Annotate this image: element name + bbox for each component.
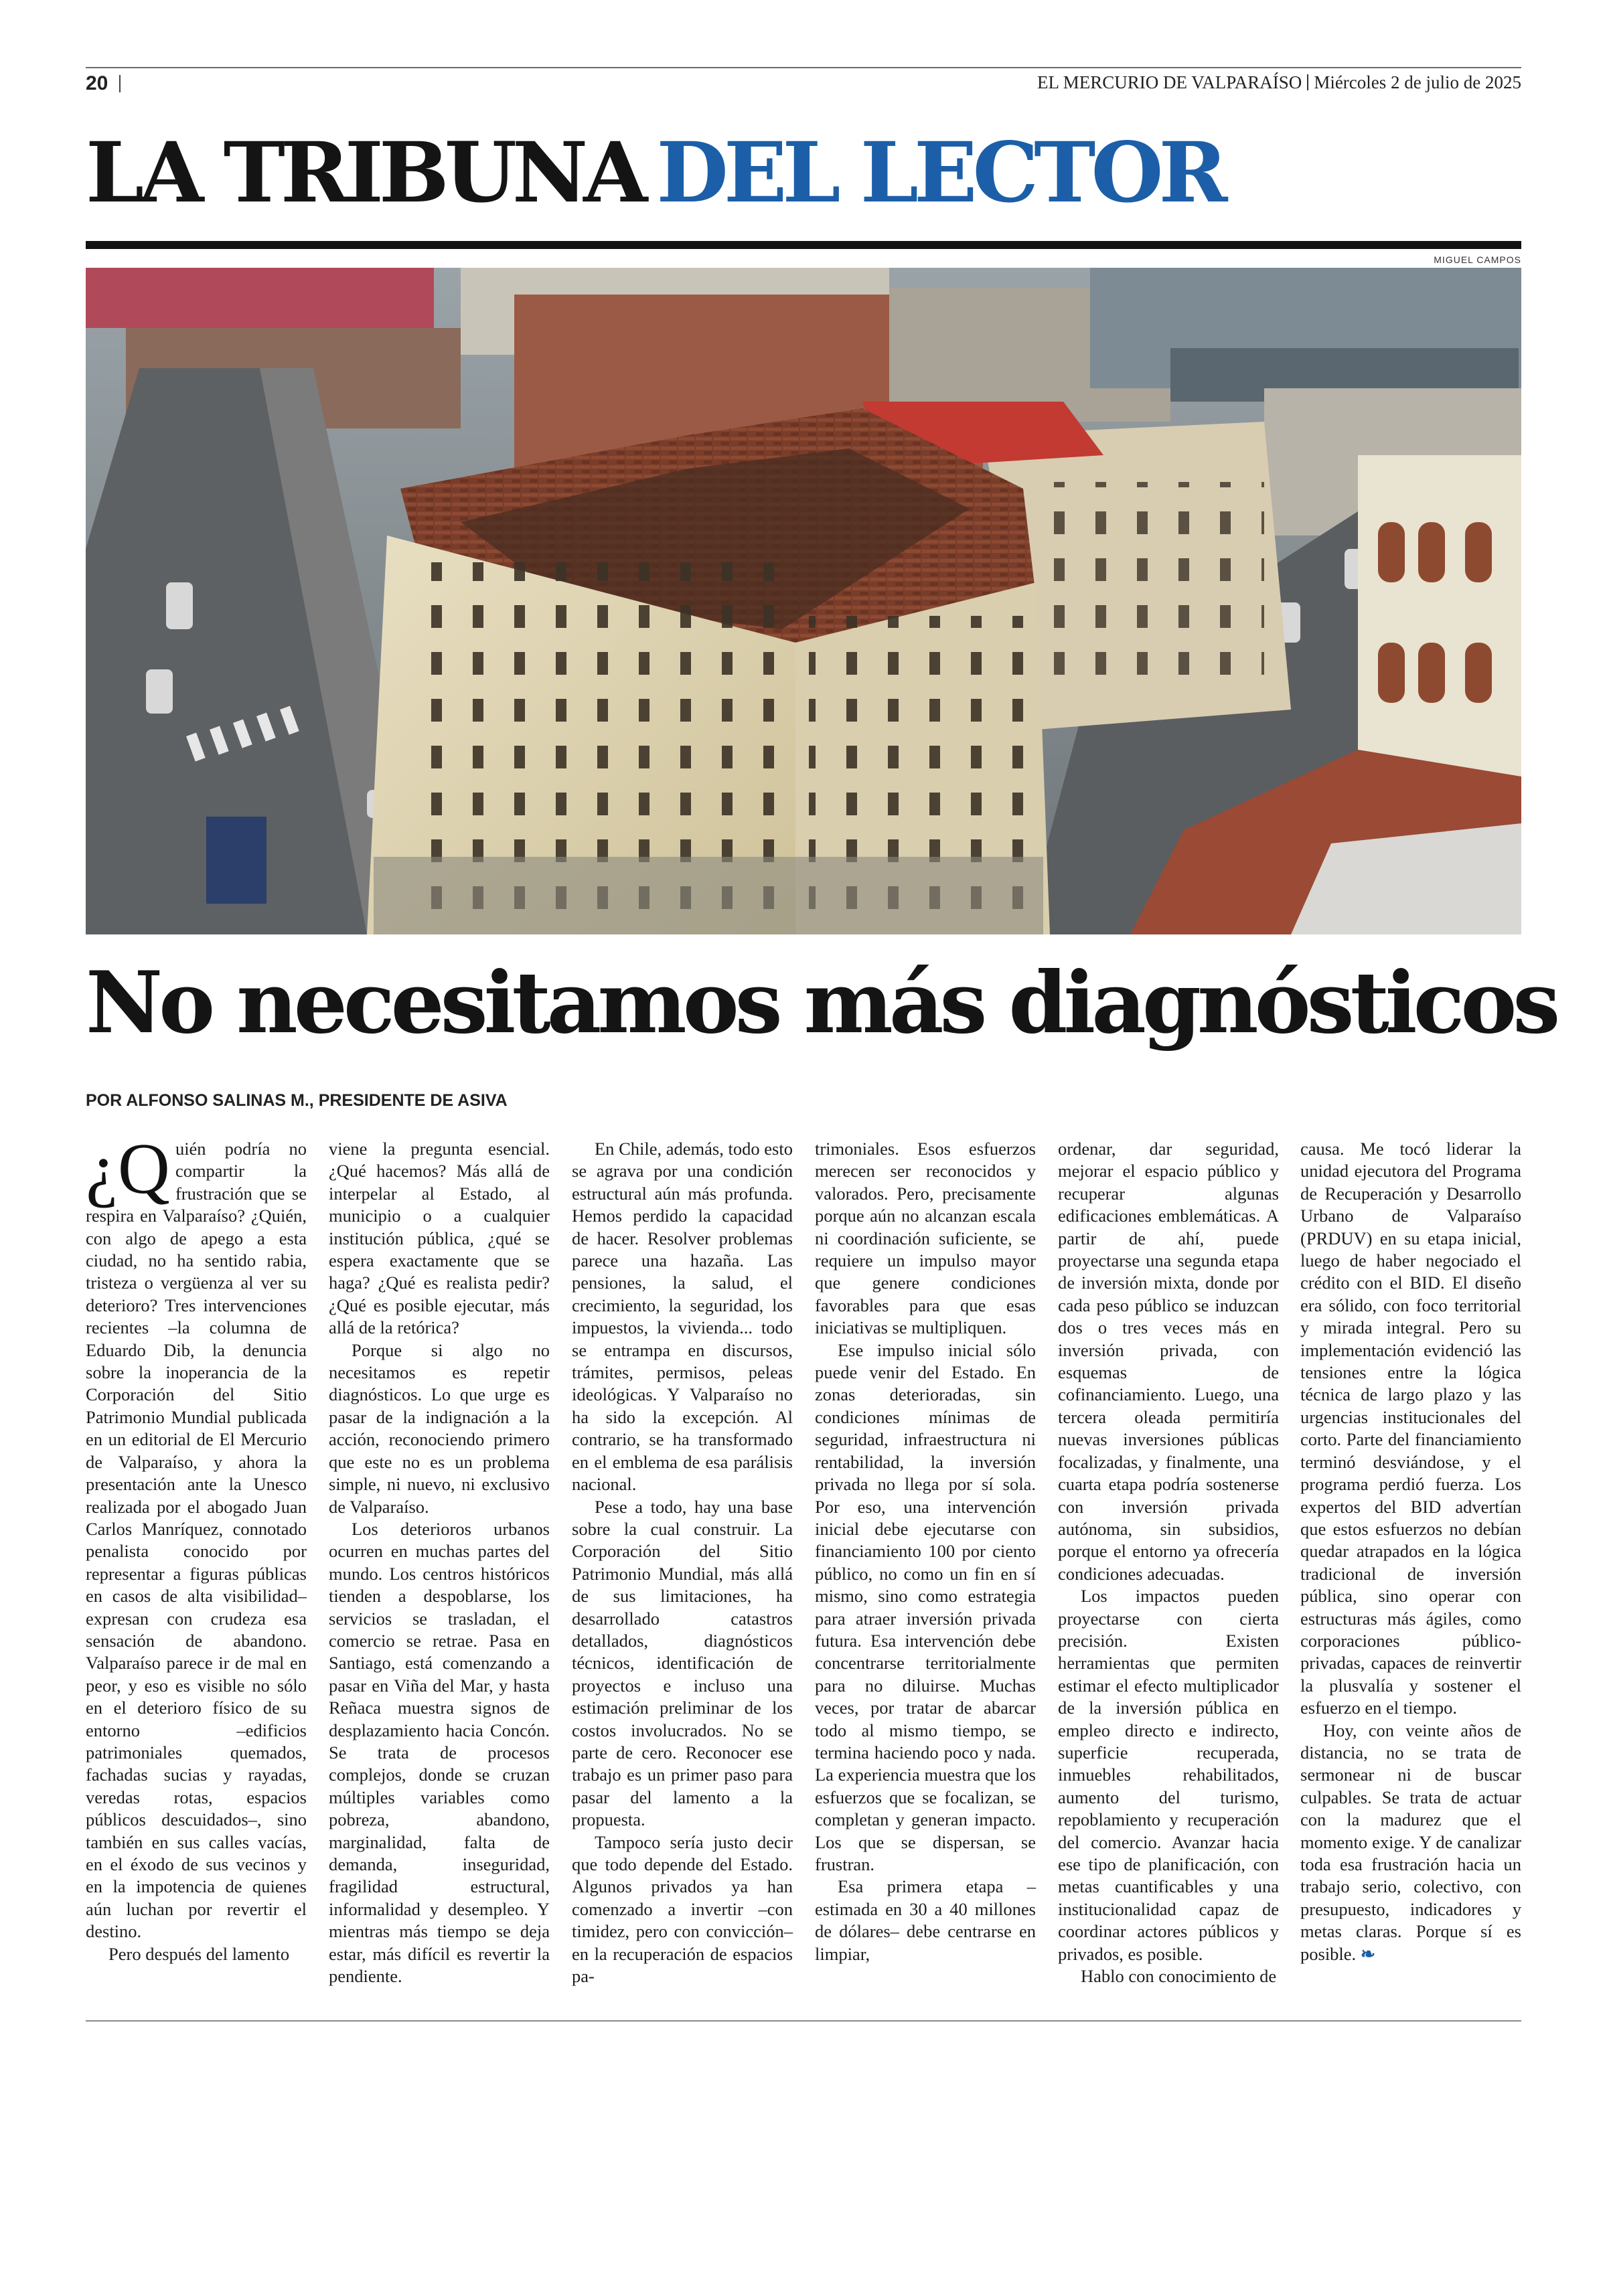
paragraph: Porque si algo no necesitamos es repetir diagnósticos. Lo que urge es pasar de la indignación a la acción, reconociendo primero que este no es un problema simple, ni nuevo, ni exclusivo de Valparaíso. — [329, 1339, 550, 1517]
header-separator — [1307, 74, 1308, 90]
article-column-4 — [815, 1138, 1036, 1965]
article-column-6 — [1300, 1138, 1521, 1965]
bottom-rule — [86, 2020, 1521, 2022]
paragraph — [1300, 1720, 1521, 1965]
section-title-part2: DEL LECTOR — [656, 125, 1223, 222]
paragraph: Pero después del lamento — [108, 1943, 290, 1964]
page-number-separator — [119, 75, 121, 92]
article-photo — [86, 268, 1521, 934]
paragraph: Esa primera etapa –estimada en 30 a 40 millones de dólares– debe centrarse en limpiar, — [815, 1876, 1036, 1964]
paragraph — [86, 1129, 307, 1943]
article-column-2 — [329, 1138, 550, 1987]
paragraph: Tampoco sería justo decir que todo depende del Estado. Algunos privados ya han comenzado a invertir –con timidez, pero con convicción– en la recuperación de espacios pa- — [572, 1831, 793, 1987]
drop-cap: ¿Q — [86, 1129, 170, 1209]
section-title-part1: LA TRIBUNA — [86, 125, 643, 222]
paragraph: ordenar, dar seguridad, mejorar el espacio público y recuperar algunas edificaciones emblemáticas. A partir de ahí, puede proyectarse una segunda etapa de inversión mixta, donde por cada peso público se induzcan dos o tres veces más en inversión privada, con esquemas de cofinanciamiento. Luego, una tercera oleada permitiría nuevas inversiones públicas focalizadas, y finalmente, una cuarta etapa podría sostenerse con inversión privada autónoma, sin subsidios, porque el entorno ya ofrecería condiciones adecuadas. — [1058, 1139, 1279, 1584]
end-mark-icon: ❧ — [1360, 1943, 1376, 1964]
photo-credit: MIGUEL CAMPOS — [1434, 254, 1521, 265]
article-column-5 — [1058, 1138, 1279, 1987]
section-title — [86, 123, 1223, 224]
paragraph: Pese a todo, hay una base sobre la cual construir. La Corporación del Sitio Patrimonio Mundial, más allá de sus limitaciones, ha desarrollado catastros detallados, diagnósticos técnicos, identificación de proyectos e incluso una estimación preliminar de los costos involucrados. No se parte de cero. Reconocer ese trabajo es un primer paso para pasar del lamento a la propuesta. — [572, 1496, 793, 1830]
paragraph: Los impactos pueden proyectarse con cierta precisión. Existen herramientas que permiten estimar el efecto multiplicador de la inversión pública en empleo directo e indirecto, superficie recuperada, inmuebles rehabilitados, aumento del turismo, repoblamiento y recuperación del comercio. Avanzar hacia ese tipo de planificación, con metas cuantificables y una institucionalidad capaz de coordinar actores públicos y privados, es posible. — [1058, 1586, 1279, 1964]
paragraph: trimoniales. Esos esfuerzos merecen ser reconocidos y valorados. Pero, precisamente porque aún no alcanzan escala ni coordinación suficiente, se requiere un impulso mayor que genere condiciones favorables para que esas iniciativas se multipliquen. — [815, 1139, 1036, 1338]
article-byline: POR ALFONSO SALINAS M., PRESIDENTE DE ASIVA — [86, 1091, 508, 1110]
paragraph: Hablo con conocimiento de — [1081, 1966, 1277, 1987]
publication-name: EL MERCURIO DE VALPARAÍSO — [1037, 72, 1302, 92]
paragraph-text: Hoy, con veinte años de distancia, no se trata de sermonear ni de buscar culpables. Se trata de actuar con la madurez que el momento exige. Y de canalizar toda esa frustración hacia un trabajo serio, colectivo, con presupuesto, indicadores y metas claras. Porque sí es posible. — [1300, 1720, 1521, 1964]
paragraph: viene la pregunta esencial. ¿Qué hacemos? Más allá de interpelar al Estado, al municipio o a cualquier institución pública, ¿qué se espera exactamente que se haga? ¿Qué es realista pedir? ¿Qué es posible ejecutar, más allá de la retórica? — [329, 1139, 550, 1338]
paragraph-text: uién podría no compartir la frustración que se respira en Valparaíso? ¿Quién, con algo de apego a esta ciudad, no ha sentido rabia, tristeza o vergüenza al ver su deterioro? Tres intervenciones recientes –la columna de Eduardo Dib, la denuncia sobre la inoperancia de la Corporación del Sitio Patrimonio Mundial publicada en un editorial de El Mercurio de Valparaíso, y ahora la presentación ante la Unesco realizada por el abogado Juan Carlos Manríquez, connotado penalista conocido por representar a figuras públicas en casos de alta visibilidad– expresan con crudeza esa sensación de abandono. Valparaíso parece ir de mal en peor, y eso es visible no sólo en el deterioro físico de su entorno –edificios patrimoniales quemados, fachadas sucias y rayadas, veredas rotas, espacios públicos descuidados–, sino también en sus calles vacías, en el éxodo de sus vecinos y en la impotencia de quienes aún luchan por revertir el destino. — [86, 1139, 307, 1942]
page-number: 20 — [86, 72, 108, 94]
publication-date: Miércoles 2 de julio de 2025 — [1314, 72, 1521, 92]
section-title-rule — [86, 241, 1521, 249]
paragraph: Ese impulso inicial sólo puede venir del Estado. En zonas deterioradas, sin condiciones mínimas de seguridad, infraestructura ni rentabilidad, la inversión privada no llega por sí sola. Por eso, una intervención inicial debe ejecutarse con financiamiento 100 por ciento público, no como un fin en sí mismo, sino como estrategia para atraer inversión privada futura. Esa intervención debe concentrarse territorialmente para no diluirse. Muchas veces, por tratar de abarcar todo al mismo tiempo, se termina haciendo poco y nada. La experiencia muestra que los esfuerzos que se focalizan, se completan y generan impacto. Los que se dispersan, se frustran. — [815, 1339, 1036, 1874]
top-rule — [86, 67, 1521, 68]
article-column-3 — [572, 1138, 793, 1987]
article-headline: No necesitamos más diagnósticos — [86, 953, 1557, 1052]
article-column-1 — [86, 1129, 307, 1965]
paragraph: Los deterioros urbanos ocurren en muchas partes del mundo. Los centros históricos tienden a despoblarse, los servicios se trasladan, el comercio se retrae. Pasa en Santiago, está comenzando a pasar en Viña del Mar, y hasta Reñaca muestra signos de desplazamiento hacia Concón. Se trata de procesos complejos, donde se cruzan múltiples variables como pobreza, abandono, marginalidad, falta de demanda, inseguridad, fragilidad estructural, informalidad y desempleo. Y mientras más tiempo se deja estar, más difícil es revertir la pendiente. — [329, 1518, 550, 1987]
paragraph: causa. Me tocó liderar la unidad ejecutora del Programa de Recuperación y Desarrollo Urbano de Valparaíso (PRDUV) en su etapa inicial, luego de haber negociado el crédito con el BID. El diseño era sólido, con foco territorial y mirada integral. Pero su implementación evidenció las tensiones entre la lógica técnica de largo plazo y las urgencias institucionales del corto. Parte del financiamiento terminó desviándose, y el programa perdió fuerza. Los expertos del BID advertían que estos esfuerzos no debían quedar atrapados en la lógica tradicional de inversión pública, sino operar con estructuras más ágiles, como corporaciones público-privadas, capaces de reinvertir la plusvalía y sostener el esfuerzo en el tiempo. — [1300, 1139, 1521, 1718]
aerial-photo-icon — [86, 268, 1521, 934]
header-info — [1037, 72, 1521, 93]
paragraph: En Chile, además, todo esto se agrava por una condición estructural aún más profunda. Hemos perdido la capacidad de hacer. Resolver problemas parece una hazaña. Las pensiones, la salud, el crecimiento, la seguridad, los impuestos, la vivienda... todo se entrampa en discursos, trámites, permisos, peleas ideológicas. Y Valparaíso no ha sido la excepción. Al contrario, se ha transformado en el emblema de esa parálisis nacional. — [572, 1139, 793, 1495]
